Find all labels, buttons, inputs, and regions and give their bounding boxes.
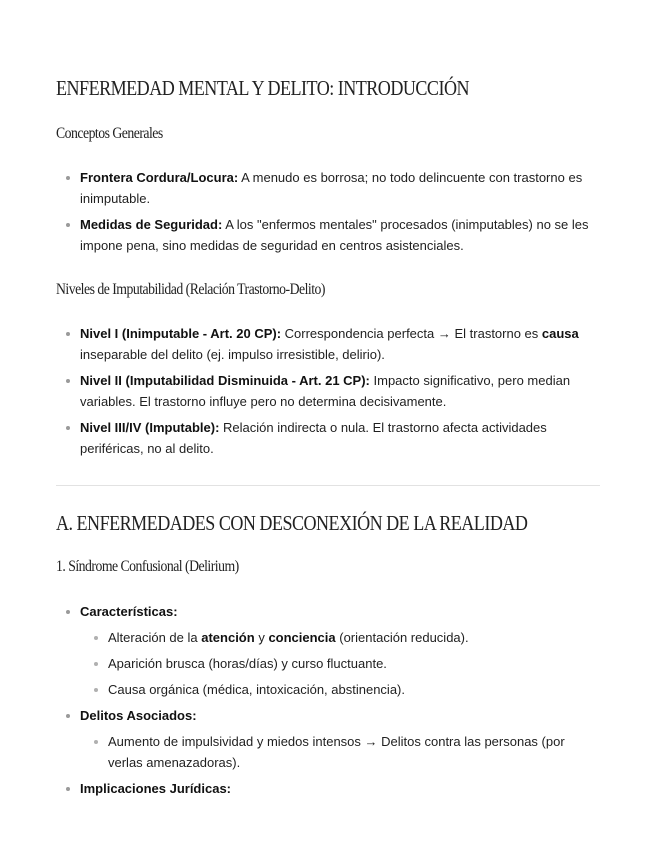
sub-list-item — [80, 679, 600, 700]
list-item — [56, 370, 600, 412]
sub-list-item — [80, 653, 600, 674]
item-emphasis: causa — [541, 326, 579, 341]
item-term: Nivel I (Inimputable - Art. 20 CP): — [80, 326, 282, 341]
niveles-heading: Niveles de Imputabilidad (Relación Trastorno-Delito) — [56, 281, 325, 298]
conceptos-list — [56, 167, 600, 261]
item-text: Impacto significativo, pero median variables. El trastorno influye pero no determina decisivamente. — [80, 373, 571, 409]
item-emphasis: atención — [201, 630, 255, 645]
item-text: inseparable del delito (ej. impulso irresistible, delirio). — [80, 347, 385, 362]
sindrome-list — [56, 601, 600, 804]
item-text: (orientación reducida). — [335, 630, 469, 645]
item-text: A los "enfermos mentales" procesados (inimputables) no se les impone pena, sino medidas de seguridad en centros asistenciales. — [80, 217, 589, 253]
item-term: Características: — [80, 604, 178, 619]
list-item — [56, 705, 600, 773]
item-text: A menudo es borrosa; no todo delincuente con trastorno es inimputable. — [80, 170, 583, 206]
list-item — [56, 417, 600, 459]
item-text: Causa orgánica (médica, intoxicación, abstinencia). — [108, 682, 405, 697]
item-text: y — [254, 630, 269, 645]
list-item — [56, 323, 600, 365]
item-term: Nivel III/IV (Imputable): — [80, 420, 220, 435]
item-term: Implicaciones Jurídicas: — [80, 781, 232, 796]
item-text: Aumento de impulsividad y miedos intensos → Delitos contra las personas (por verlas amenazadoras). — [108, 734, 565, 770]
intro-title: ENFERMEDAD MENTAL Y DELITO: INTRODUCCIÓN — [56, 76, 470, 100]
item-term: Nivel II (Imputabilidad Disminuida - Art. 21 CP): — [80, 373, 370, 388]
delitos-list — [80, 731, 600, 773]
item-term: Frontera Cordura/Locura: — [80, 170, 239, 185]
sindrome-heading: 1. Síndrome Confusional (Delirium) — [56, 558, 239, 575]
list-item — [56, 601, 600, 700]
sub-list-item — [80, 731, 600, 773]
item-text: Alteración de la — [108, 630, 202, 645]
list-item — [56, 214, 600, 256]
item-text: Correspondencia perfecta → El trastorno es — [281, 326, 542, 341]
sub-list-item — [80, 627, 600, 648]
section-a-title: A. ENFERMEDADES CON DESCONEXIÓN DE LA REALIDAD — [56, 511, 528, 535]
niveles-list — [56, 323, 600, 464]
list-item — [56, 167, 600, 209]
item-text: Relación indirecta o nula. El trastorno afecta actividades periféricas, no al delito. — [80, 420, 547, 456]
section-divider — [56, 485, 600, 486]
conceptos-heading: Conceptos Generales — [56, 125, 163, 142]
list-item — [56, 778, 600, 799]
item-text: Aparición brusca (horas/días) y curso fluctuante. — [108, 656, 387, 671]
item-term: Delitos Asociados: — [80, 708, 197, 723]
caracteristicas-list — [80, 627, 600, 700]
item-term: Medidas de Seguridad: — [80, 217, 223, 232]
item-emphasis: conciencia — [268, 630, 336, 645]
